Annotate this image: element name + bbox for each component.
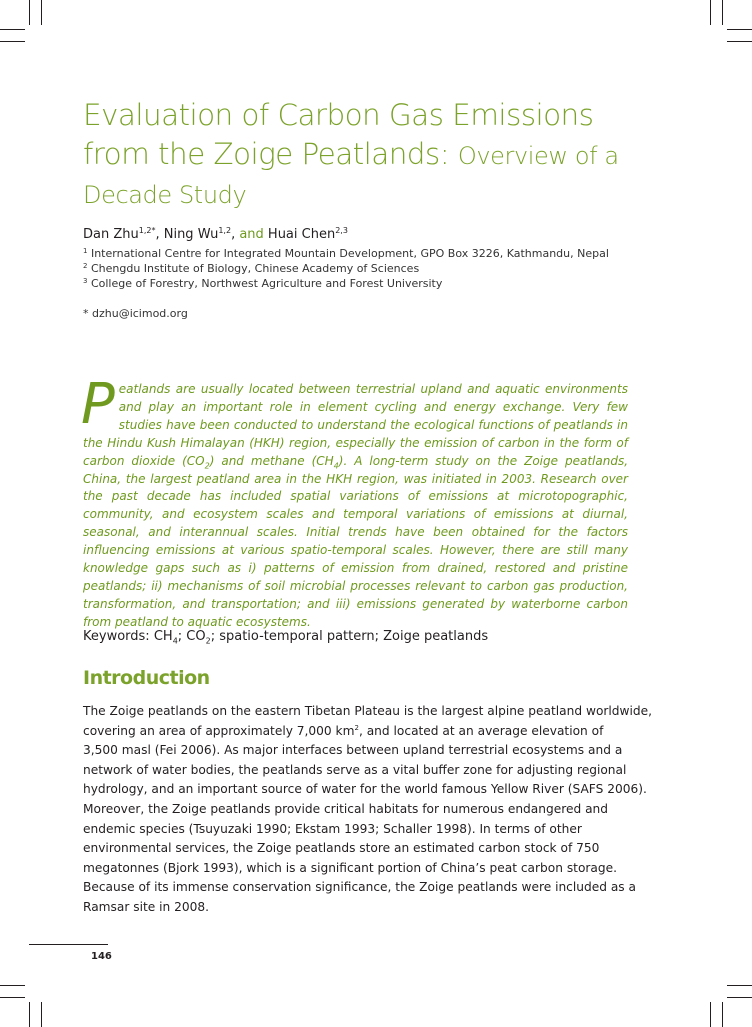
body-line: environmental services, the Zoige peatlands store an estimated carbon stock of 750	[83, 841, 600, 856]
author-separator: ,	[231, 227, 240, 242]
abstract-subscript: 4	[333, 461, 339, 471]
crop-mark	[41, 1002, 42, 1027]
page-number-rule	[29, 944, 108, 945]
body-text: covering an area of approximately 7,000 km	[83, 723, 355, 738]
abstract-text: eatlands are usually located between terrestrial upland and aquatic environments and play an important role in element cycling and energy exchange. Very few studies have been conducted to understand the ecological functions of peatlands in the Hindu Kush Himalayan (HKH) region, especially the emission of carbon in the form of carbon dioxide (CO	[83, 382, 628, 468]
abstract-text: ). A long-term study on the Zoige peatlands, China, the largest peatland area in the HKH region, was initiated in 2003. Research over the past decade has included spatial variations of emissions at microtopographic, community, and ecosystem scales and temporal variations of emissions at diurnal, seasonal, and interannual scales. Initial trends have been obtained for the factors influencing emissions at various spatio-temporal scales. However, there are still many knowledge gaps such as i) patterns of emission from drained, restored and pristine peatlands; ii) mechanisms of soil microbial processes relevant to carbon gas production, transformation, and transportation; and iii) emissions generated by waterborne carbon from peatland to aquatic ecosystems.	[83, 453, 629, 629]
body-line: The Zoige peatlands on the eastern Tibetan Plateau is the largest alpine peatland worldwide,	[83, 704, 652, 718]
affiliation-text: International Centre for Integrated Mountain Development, GPO Box 3226, Kathmandu, Nepal	[87, 247, 609, 260]
keyword-subscript: 4	[172, 636, 178, 646]
author-name: Dan Zhu	[83, 227, 139, 242]
author-affiliation-mark: 2,3	[335, 226, 348, 235]
crop-mark	[0, 41, 25, 42]
abstract-text: ) and methane (CH	[209, 453, 334, 468]
crop-mark	[727, 985, 752, 986]
section-heading: Introduction	[83, 667, 210, 689]
crop-mark	[0, 985, 25, 986]
affiliation-text: Chengdu Institute of Biology, Chinese Academy of Sciences	[87, 262, 420, 275]
abstract-subscript: 2	[204, 461, 210, 471]
body-text: , and located at an average elevation of	[358, 723, 604, 738]
crop-mark	[29, 0, 30, 25]
crop-mark	[727, 997, 752, 998]
body-line: megatonnes (Bjork 1993), which is a significant portion of China’s peat carbon storage.	[83, 860, 617, 875]
crop-mark	[710, 0, 711, 25]
title-line-3: Decade Study	[83, 181, 247, 209]
body-line: Because of its immense conservation significance, the Zoige peatlands were included as a	[83, 880, 637, 895]
keyword-text: ; spatio-temporal pattern; Zoige peatlands	[210, 629, 489, 644]
crop-mark	[722, 0, 723, 25]
affiliation-number: 3	[83, 277, 88, 285]
abstract-dropcap: P	[81, 372, 115, 437]
title-line-2	[83, 135, 683, 176]
crop-mark	[29, 1002, 30, 1027]
body-line: 3,500 masl (Fei 2006). As major interfaces between upland terrestrial ecosystems and a	[83, 743, 623, 758]
affiliation-number: 2	[83, 262, 88, 270]
affiliation-number: 1	[83, 247, 88, 255]
title-line-1: Evaluation of Carbon Gas Emissions	[83, 98, 594, 132]
body-line: endemic species (Tsuyuzaki 1990; Ekstam 1993; Schaller 1998). In terms of other	[83, 821, 582, 836]
crop-mark	[722, 1002, 723, 1027]
author-name: Ning Wu	[163, 227, 219, 242]
crop-mark	[0, 29, 25, 30]
introduction-body	[83, 702, 652, 918]
body-line	[83, 722, 628, 742]
author-affiliation-mark: 1,2*	[138, 226, 156, 235]
crop-mark	[41, 0, 42, 25]
crop-mark	[0, 997, 25, 998]
author-affiliation-mark: 1,2	[218, 226, 232, 235]
abstract	[81, 372, 629, 632]
corresponding-email: * dzhu@icimod.org	[83, 307, 188, 320]
affiliation-text: College of Forestry, Northwest Agriculture and Forest University	[87, 277, 443, 290]
body-line: network of water bodies, the peatlands serve as a vital buffer zone for adjusting regional	[83, 762, 627, 777]
title-line-2-main: from the Zoige Peatlands:	[83, 137, 458, 171]
author-list	[83, 226, 348, 242]
affiliation	[83, 247, 609, 260]
author-name: Huai Chen	[267, 227, 336, 242]
crop-mark	[710, 1002, 711, 1027]
author-separator: ,	[155, 227, 164, 242]
keyword-text: ; CO	[177, 629, 206, 644]
paper-title	[83, 96, 683, 215]
keywords	[83, 629, 488, 646]
title-line-2-sub: Overview of a	[457, 142, 619, 170]
body-line: hydrology, and an important source of water for the world famous Yellow River (SAFS 2006).	[83, 782, 647, 797]
body-line: Ramsar site in 2008.	[83, 899, 210, 914]
body-superscript: 2	[354, 723, 359, 732]
affiliation	[83, 277, 442, 290]
keyword-text: CH	[149, 629, 173, 644]
body-line: Moreover, the Zoige peatlands provide critical habitats for numerous endangered and	[83, 801, 608, 816]
affiliation	[83, 262, 419, 275]
crop-mark	[727, 41, 752, 42]
crop-mark	[727, 29, 752, 30]
author-and: and	[239, 227, 268, 242]
keywords-label: Keywords:	[83, 629, 150, 644]
page-number: 146	[91, 951, 112, 962]
keyword-subscript: 2	[205, 636, 211, 646]
